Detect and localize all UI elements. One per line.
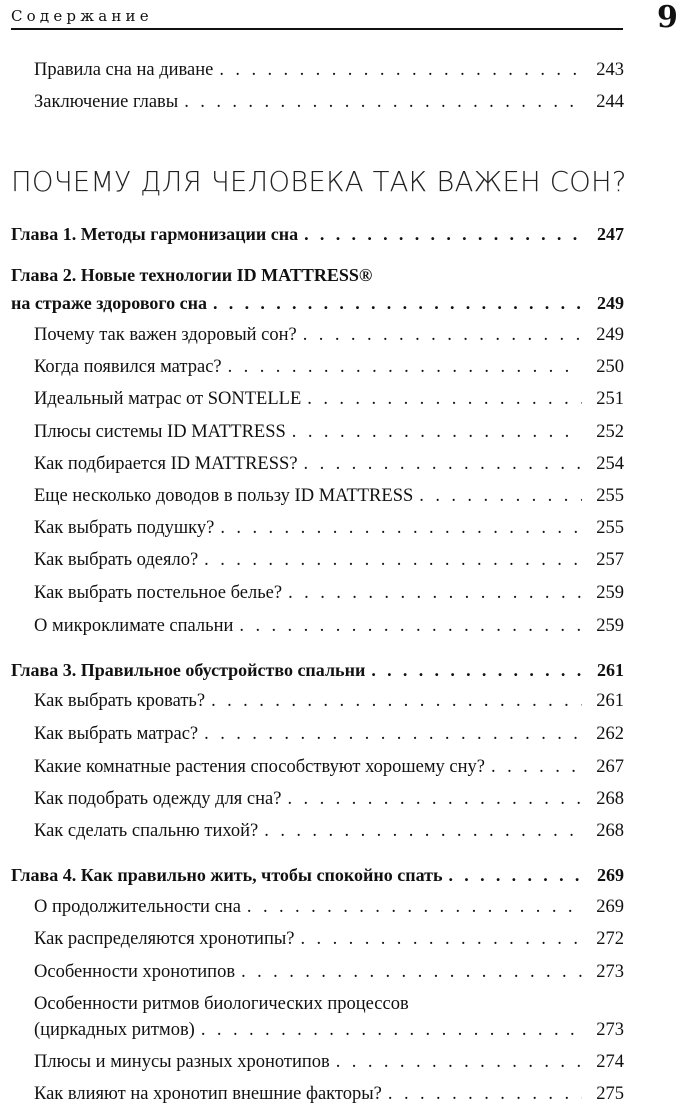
toc-entry-title: Плюсы и минусы разных хронотипов [34,1052,330,1072]
chapter-title: Глава 4. Как правильно жить, чтобы спокойно спать [11,865,443,885]
leader-dots [388,1083,582,1105]
toc-chapter[interactable] [11,223,624,245]
toc-entry[interactable] [34,1019,624,1041]
leader-dots [304,223,582,245]
toc-entry-page: 272 [596,929,624,949]
header-title: Содержание [11,7,153,25]
toc-chapter[interactable] [11,864,624,886]
toc-entry[interactable] [34,356,624,378]
toc-entry-title: Когда появился матрас? [34,357,222,377]
toc-entry-title-line1[interactable]: Особенности ритмов биологических процессов [34,994,409,1014]
page-number: 9 [657,0,678,35]
toc-entry[interactable] [34,324,624,346]
chapter-title: Глава 3. Правильное обустройство спальни [11,660,366,680]
toc-entry[interactable] [34,91,624,113]
leader-dots [307,388,582,410]
toc-entry-title: Какие комнатные растения способствуют хорошему сну? [34,757,486,777]
toc-entry[interactable] [34,928,624,950]
toc-entry-title-line2: (циркадных ритмов) [34,1020,195,1040]
toc-entry-page: 269 [596,897,624,917]
toc-entry-page: 262 [596,724,624,744]
toc-entry-title: Как подобрать одежду для сна? [34,789,282,809]
toc-entry[interactable] [34,788,624,810]
chapter-page: 247 [597,224,624,244]
toc-entry[interactable] [34,723,624,745]
toc-entry[interactable] [34,421,624,443]
chapter-page: 269 [597,865,624,885]
toc-entry-page: 249 [596,325,624,345]
leader-dots [419,485,582,507]
leader-dots [292,421,582,443]
toc-entry-page: 252 [596,422,624,442]
toc-entry[interactable] [34,388,624,410]
leader-dots [219,59,582,81]
toc-entry-page: 255 [596,486,624,506]
toc-entry[interactable] [34,59,624,81]
toc-entry-page: 255 [596,518,624,538]
leader-dots [204,723,582,745]
toc-entry-title: Как выбрать кровать? [34,691,206,711]
toc-entry[interactable] [34,896,624,918]
toc-entry[interactable] [34,453,624,475]
toc-entry-title: Как выбрать матрас? [34,724,199,744]
toc-entry-page: 250 [596,357,624,377]
toc-entry-page: 268 [596,789,624,809]
leader-dots [201,1019,582,1041]
toc-entry[interactable] [34,1051,624,1073]
toc-entry-title: О микроклимате спальни [34,616,234,636]
part-title: ПОЧЕМУ ДЛЯ ЧЕЛОВЕКА ТАК ВАЖЕН СОН? [11,166,627,198]
toc-entry-title: Как влияют на хронотип внешние факторы? [34,1084,382,1104]
toc-entry-title: Как выбрать одеяло? [34,550,199,570]
toc-entry-title: Заключение главы [34,92,179,112]
chapter-title-line1[interactable]: Глава 2. Новые технологии ID MATTRESS® [11,265,373,285]
toc-entry-page: 259 [596,583,624,603]
leader-dots [264,820,582,842]
chapter-page: 249 [597,293,624,313]
leader-dots [220,517,582,539]
toc-entry[interactable] [34,582,624,604]
toc-entry-title: Еще несколько доводов в пользу ID MATTRESS [34,486,414,506]
toc-entry-title: Как сделать спальню тихой? [34,821,259,841]
toc-entry-page: 243 [596,60,624,80]
toc-chapter[interactable] [11,292,624,314]
leader-dots [336,1051,582,1073]
leader-dots [239,615,582,637]
toc-entry[interactable] [34,756,624,778]
toc-entry-page: 259 [596,616,624,636]
toc-entry[interactable] [34,615,624,637]
chapter-page: 261 [597,660,624,680]
toc-entry-page: 267 [596,757,624,777]
toc-entry-page: 275 [596,1084,624,1104]
toc-entry[interactable] [34,517,624,539]
toc-entry-title: Плюсы системы ID MATTRESS [34,422,286,442]
toc-entry-title: Как распределяются хронотипы? [34,929,295,949]
toc-entry-page: 244 [596,92,624,112]
leader-dots [247,896,582,918]
toc-entry[interactable] [34,961,624,983]
leader-dots [211,690,582,712]
leader-dots [304,453,582,475]
toc-entry[interactable] [34,1083,624,1105]
leader-dots [287,788,582,810]
toc-entry-page: 273 [596,962,624,982]
leader-dots [241,961,582,983]
toc-entry[interactable] [34,690,624,712]
toc-entry[interactable] [34,820,624,842]
leader-dots [184,91,582,113]
toc-entry-title: Как выбрать постельное белье? [34,583,283,603]
toc-chapter[interactable] [11,659,624,681]
toc-entry-title: Как подбирается ID MATTRESS? [34,454,298,474]
leader-dots [301,928,583,950]
toc-entry-page: 257 [596,550,624,570]
toc-entry-page: 251 [596,389,624,409]
leader-dots [204,549,582,571]
leader-dots [288,582,582,604]
leader-dots [448,864,582,886]
leader-dots [228,356,582,378]
toc-entry-title: Особенности хронотипов [34,962,236,982]
toc-entry-title: Почему так важен здоровый сон? [34,325,297,345]
toc-entry[interactable] [34,485,624,507]
toc-entry-title: Правила сна на диване [34,60,214,80]
toc-entry-title: Как выбрать подушку? [34,518,215,538]
chapter-title-line2: на страже здорового сна [11,293,207,313]
toc-entry[interactable] [34,549,624,571]
toc-entry-title: О продолжительности сна [34,897,241,917]
toc-entry-page: 254 [596,454,624,474]
toc-entry-page: 261 [596,691,624,711]
running-header [11,6,623,30]
leader-dots [371,659,582,681]
leader-dots [491,756,582,778]
chapter-title: Глава 1. Методы гармонизации сна [11,224,299,244]
toc-entry-page: 274 [596,1052,624,1072]
leader-dots [303,324,582,346]
leader-dots [213,292,582,314]
toc-entry-page: 268 [596,821,624,841]
toc-entry-title: Идеальный матрас от SONTELLE [34,389,302,409]
toc-entry-page: 273 [596,1020,624,1040]
